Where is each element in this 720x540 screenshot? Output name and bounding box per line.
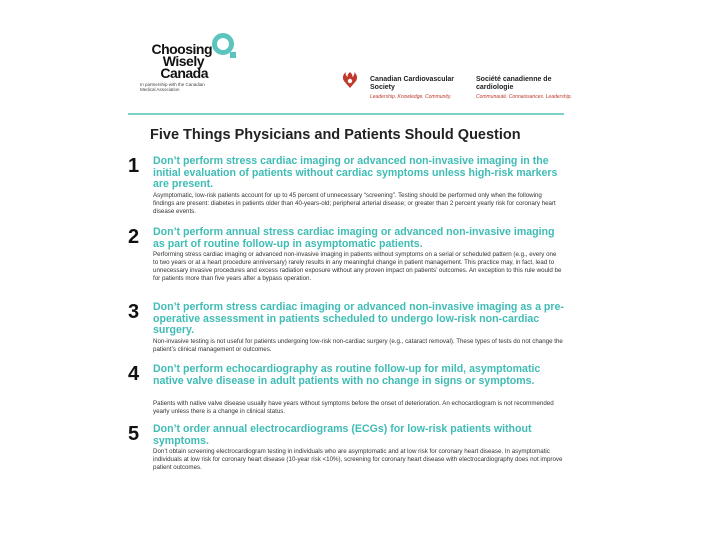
- speech-bubble-tail-icon: [230, 52, 236, 58]
- page-title: Five Things Physicians and Patients Should Question: [150, 127, 521, 143]
- item-heading: Don’t perform stress cardiac imaging or advanced non-invasive imaging as a pre-operative assessment in patients scheduled to undergo low-risk non-cardiac surgery.: [153, 301, 564, 337]
- item-body: Performing stress cardiac imaging or advanced non-invasive imaging in patients without symptoms on a serial or scheduled pattern (e.g., every one to two years or at a heart procedure anniversary) rarely results in any meaningful change in patient management. This practice may, in fact, lead to unnecessary invasive procedures and excess radiation exposure without any proven impact on patients’ outcomes. An exception to this rule would be for patients more than five years after a bypass operation.: [153, 251, 562, 282]
- ccs-french-tagline: Communauté. Connaissances. Leadership.: [476, 94, 572, 100]
- item-body: Don’t obtain screening electrocardiogram testing in individuals who are asymptomatic and at low risk for coronary heart disease. In asymptomatic individuals at low risk for coronary heart disease (10-year risk <10%), screening for coronary heart disease with electrocardiography does not improve patient outcomes.: [153, 448, 563, 471]
- item-heading: Don’t order annual electrocardiograms (ECGs) for low-risk patients without symptoms.: [153, 423, 532, 447]
- item-number: 3: [128, 301, 140, 323]
- ccs-french-name: Société canadienne de cardiologie: [476, 76, 552, 91]
- item-heading: Don’t perform echocardiography as routine follow-up for mild, asymptomatic native valve disease in adult patients with no change in signs or symptoms.: [153, 363, 541, 387]
- item-number: 1: [128, 155, 140, 177]
- ccs-english-name: Canadian Cardiovascular Society: [370, 76, 455, 91]
- logo-line-1: Choosing: [151, 41, 212, 57]
- ccs-english-tagline: Leadership. Knowledge. Community.: [370, 94, 452, 100]
- item-heading: Don’t perform stress cardiac imaging or advanced non-invasive imaging in the initial evaluation of patients without cardiac symptoms unless high-risk markers are present.: [153, 155, 558, 191]
- item-body: Patients with native valve disease usually have years without symptoms before the onset of deterioration. An echocardiogram is not recommended yearly unless there is a change in clinical status.: [153, 400, 554, 415]
- logo-subtitle: In partnership with the Canadian Medical Association: [140, 82, 205, 92]
- item-number: 2: [128, 226, 140, 248]
- header-divider: [128, 113, 564, 115]
- logo-line-2: Wisely: [162, 53, 204, 69]
- item-number: 4: [128, 363, 140, 385]
- item-number: 5: [128, 423, 140, 445]
- choosing-wisely-logo: [140, 32, 250, 102]
- heart-flame-icon: [340, 70, 360, 90]
- item-body: Non-invasive testing is not useful for patients undergoing low-risk non-cardiac surgery (e.g., cataract removal). These types of tests do not change the patient’s clinical management or outcomes.: [153, 338, 563, 353]
- logo-line-3: Canada: [160, 65, 208, 81]
- item-heading: Don’t perform annual stress cardiac imaging or advanced non-invasive imaging as part of routine follow-up in asymptomatic patients.: [153, 226, 555, 250]
- item-body: Asymptomatic, low-risk patients account for up to 45 percent of unnecessary “screening”. Testing should be performed only when the following findings are present: diabetes in patients older than 40-years-old; peripheral arterial disease; or greater than 2 percent yearly risk for coronary heart disease events.: [153, 192, 556, 215]
